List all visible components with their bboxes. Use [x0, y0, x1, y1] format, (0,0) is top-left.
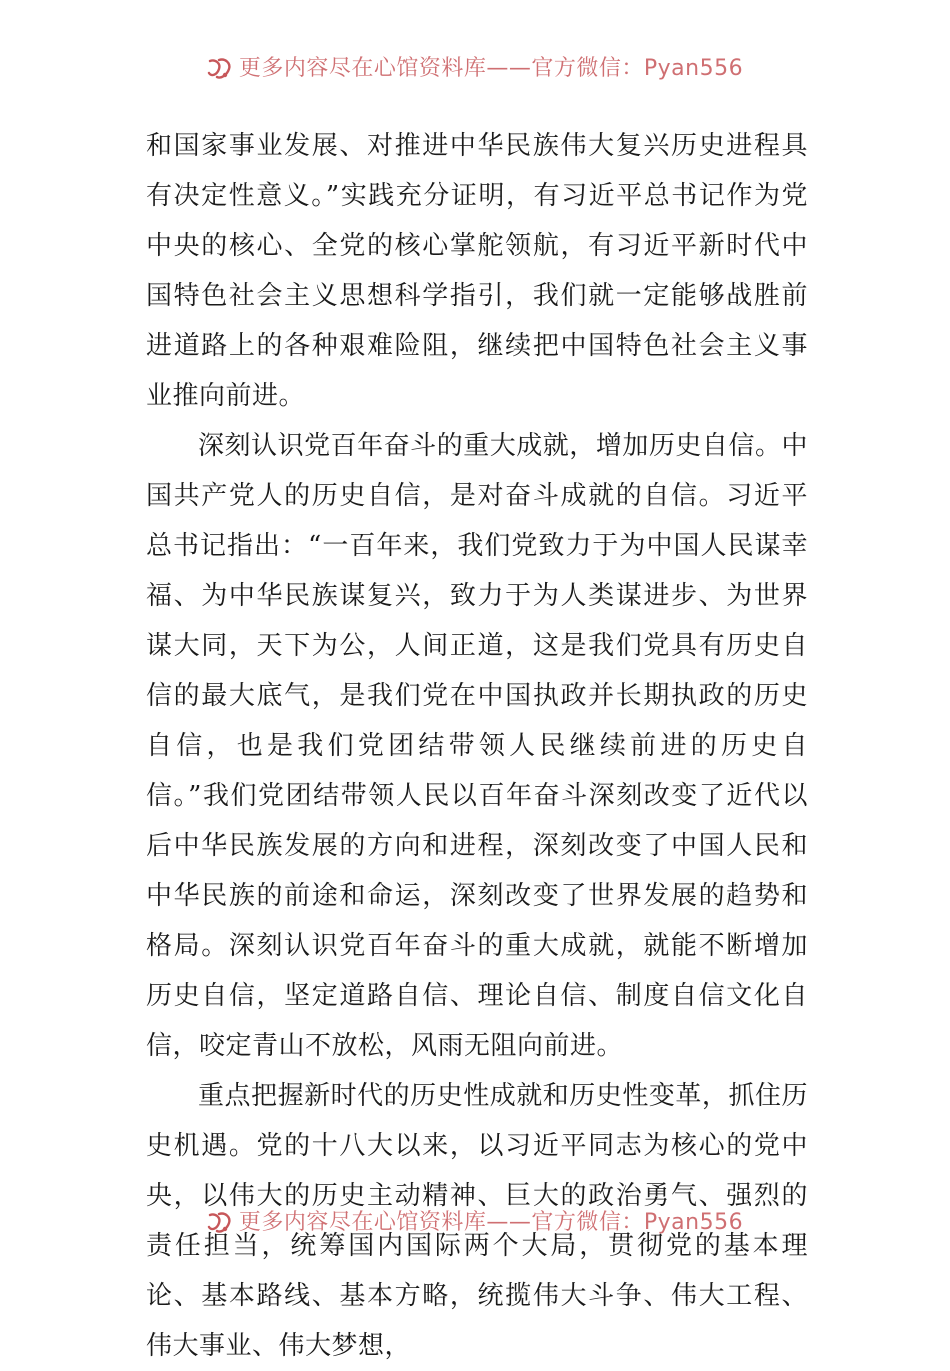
paragraph-3: 重点把握新时代的历史性成就和历史性变革，抓住历史机遇。党的十八大以来，以习近平同志为核心的党中央，以伟大的历史主动精神、巨大的政治勇气、强烈的责任担当，统筹国内国际两个大局，贯彻党的基本理论、基本路线、基本方略，统揽伟大斗争、伟大工程、伟大事业、伟大梦想， — [146, 1081, 808, 1361]
paragraph-2: 深刻认识党百年奋斗的重大成就，增加历史自信。中国共产党人的历史自信，是对奋斗成就的自信。习近平总书记指出：“一百年来，我们党致力于为中国人民谋幸福、为中华民族谋复兴，致力于为人类谋进步、为世界谋大同，天下为公，人间正道，这是我们党具有历史自信的最大底气，是我们党在中国执政并长期执政的历史自信，也是我们党团结带领人民继续前进的历史自信。”我们党团结带领人民以百年奋斗深刻改变了近代以后中华民族发展的方向和进程，深刻改变了中国人民和中华民族的前途和命运，深刻改变了世界发展的趋势和格局。深刻认识党百年奋斗的重大成就，就能不断增加历史自信，坚定道路自信、理论自信、制度自信文化自信，咬定青山不放松，风雨无阻向前进。 — [146, 431, 808, 1061]
footer-watermark — [0, 1208, 950, 1238]
watermark-text: 更多内容尽在心馆资料库——官方微信：Pyan556 — [238, 56, 744, 81]
watermark-logo-icon — [207, 57, 233, 81]
watermark-logo-icon — [207, 1211, 233, 1235]
watermark-text: 更多内容尽在心馆资料库——官方微信：Pyan556 — [238, 1210, 744, 1235]
header-watermark — [0, 54, 950, 84]
paragraph-1: 和国家事业发展、对推进中华民族伟大复兴历史进程具有决定性意义。”实践充分证明，有习近平总书记作为党中央的核心、全党的核心掌舵领航，有习近平新时代中国特色社会主义思想科学指引，我们就一定能够战胜前进道路上的各种艰难险阻，继续把中国特色社会主义事业推向前进。 — [146, 131, 808, 411]
document-body — [146, 121, 808, 1371]
